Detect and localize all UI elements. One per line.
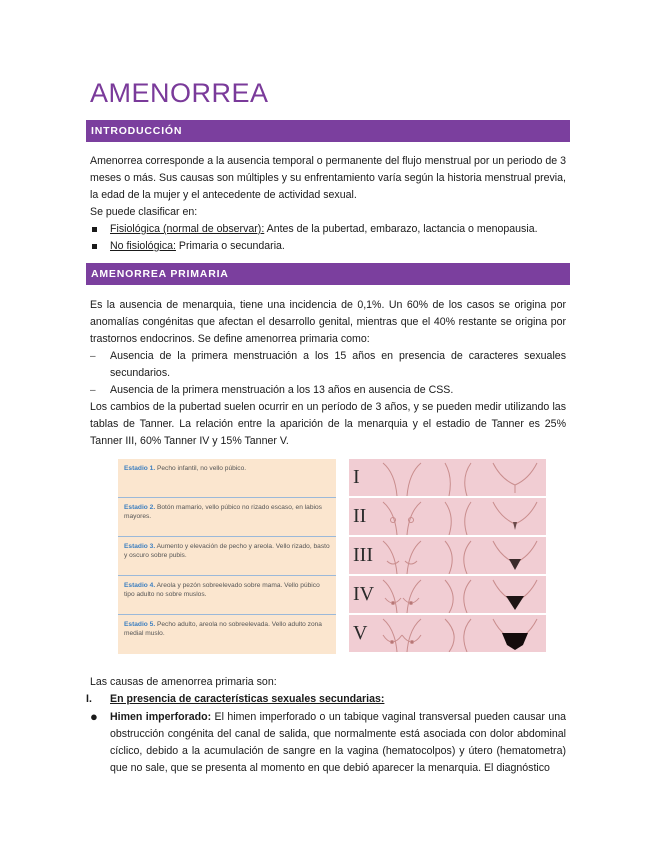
stage-label: Estadio 1. — [124, 465, 156, 472]
himen-label: Himen imperforado: — [110, 711, 212, 723]
tanner-stage-row — [118, 459, 336, 498]
list-item — [110, 238, 566, 255]
intro-bullet-list — [110, 221, 566, 255]
stage-text: Aumento y elevación de pecho y areola. Vello rizado, basto y oscuro sobre pubis. — [124, 543, 330, 559]
himen-paragraph — [110, 709, 566, 777]
list-item — [90, 382, 566, 399]
tanner-silhouette-icon — [375, 576, 545, 613]
section-header-amenorrea-primaria: AMENORREA PRIMARIA — [86, 263, 570, 285]
tanner-illustration-row — [349, 576, 546, 613]
dash-bullet-icon: – — [90, 385, 96, 396]
tanner-illustrations — [349, 459, 546, 654]
section-title: En presencia de características sexuales secundarias: — [110, 693, 385, 705]
stage-numeral: III — [353, 544, 373, 566]
tanner-paragraph: Los cambios de la pubertad suelen ocurrir en un período de 3 años, y se pueden medir utilizando las tablas de Tanner. La relación entre la aparición de la menarquia y el estadio de Tanner es 25% Tanner III, 60% Tanner IV y 15% Tanner V. — [90, 401, 566, 447]
round-bullet-icon: ● — [90, 709, 98, 724]
section-header-introduccion: INTRODUCCIÓN — [86, 120, 570, 142]
stage-description — [124, 503, 330, 521]
section-number: I. — [86, 693, 92, 705]
list-item — [90, 348, 566, 382]
page-title: AMENORREA — [90, 78, 269, 108]
stage-label: Estadio 5. — [124, 621, 156, 628]
tanner-silhouette-icon — [375, 498, 545, 535]
stage-description — [124, 542, 330, 560]
stage-text: Pecho adulto, areola no sobreelevada. Vello adulto zona medial muslo. — [124, 621, 322, 637]
square-bullet-icon — [92, 244, 97, 249]
stage-label: Estadio 4. — [124, 582, 156, 589]
tanner-silhouette-icon — [375, 537, 545, 574]
primaria-dash-list — [90, 348, 566, 399]
stage-label: Estadio 2. — [124, 504, 156, 511]
bullet-text: Antes de la pubertad, embarazo, lactancia o menopausia. — [264, 223, 538, 235]
bullet-text: Primaria o secundaria. — [175, 240, 285, 252]
tanner-silhouette-icon — [375, 459, 545, 496]
causes-intro: Las causas de amenorrea primaria son: — [90, 676, 277, 688]
stage-description — [124, 581, 330, 599]
bullet-label: Fisiológica (normal de observar): — [110, 223, 265, 235]
stage-text: Botón mamario, vello púbico no rizado escaso, en labios mayores. — [124, 504, 322, 520]
tanner-silhouette-icon — [375, 615, 545, 652]
stage-numeral: II — [353, 505, 367, 527]
primaria-paragraph: Es la ausencia de menarquia, tiene una incidencia de 0,1%. Un 60% de los casos se origina por anomalías congénitas que afectan el desarrollo genital, mientras que el 40% restante se origina por trastornos endocrinos. Se define amenorrea primaria como: — [90, 299, 566, 345]
stage-numeral: V — [353, 622, 368, 644]
stage-description — [124, 464, 330, 473]
tanner-stage-row — [118, 615, 336, 654]
classify-text: Se puede clasificar en: — [90, 206, 198, 218]
stage-text: Pecho infantil, no vello púbico. — [155, 465, 247, 472]
stage-numeral: I — [353, 466, 360, 488]
tanner-figure — [118, 459, 546, 654]
tanner-stage-row — [118, 498, 336, 537]
tanner-illustration-row — [349, 537, 546, 574]
dash-text: Ausencia de la primera menstruación a los 15 años en presencia de caracteres sexuales secundarios. — [110, 350, 566, 379]
tanner-illustration-row — [349, 459, 546, 496]
tanner-illustration-row — [349, 498, 546, 535]
square-bullet-icon — [92, 227, 97, 232]
bullet-label: No fisiológica: — [110, 240, 176, 252]
stage-text: Areola y pezón sobreelevado sobre mama. Vello púbico tipo adulto no sobre muslos. — [124, 582, 320, 598]
tanner-illustration-row — [349, 615, 546, 652]
intro-paragraph: Amenorrea corresponde a la ausencia temporal o permanente del flujo menstrual por un periodo de 3 meses o más. Sus causas son múltiples y su enfrentamiento varía según la historia menstrual previa, la edad de la mujer y el antecedente de actividad sexual. — [90, 155, 566, 201]
dash-bullet-icon: – — [90, 351, 96, 362]
tanner-stage-row — [118, 537, 336, 576]
tanner-stage-table — [118, 459, 336, 654]
tanner-stage-row — [118, 576, 336, 615]
stage-label: Estadio 3. — [124, 543, 156, 550]
dash-text: Ausencia de la primera menstruación a los 13 años en ausencia de CSS. — [110, 384, 454, 396]
stage-description — [124, 620, 330, 638]
list-item — [110, 221, 566, 238]
stage-numeral: IV — [353, 583, 375, 605]
himen-text: El himen imperforado o un tabique vaginal transversal pueden causar una obstrucción congénita del canal de salida, que normalmente está asociada con dolor abdominal cíclico, debido a la acumulación de sangre en la vagina (hematocolpos) y útero (hematometra) que no sale, que se presenta al momento en que debió aparecer la menarquia. El diagnóstico — [110, 711, 567, 774]
